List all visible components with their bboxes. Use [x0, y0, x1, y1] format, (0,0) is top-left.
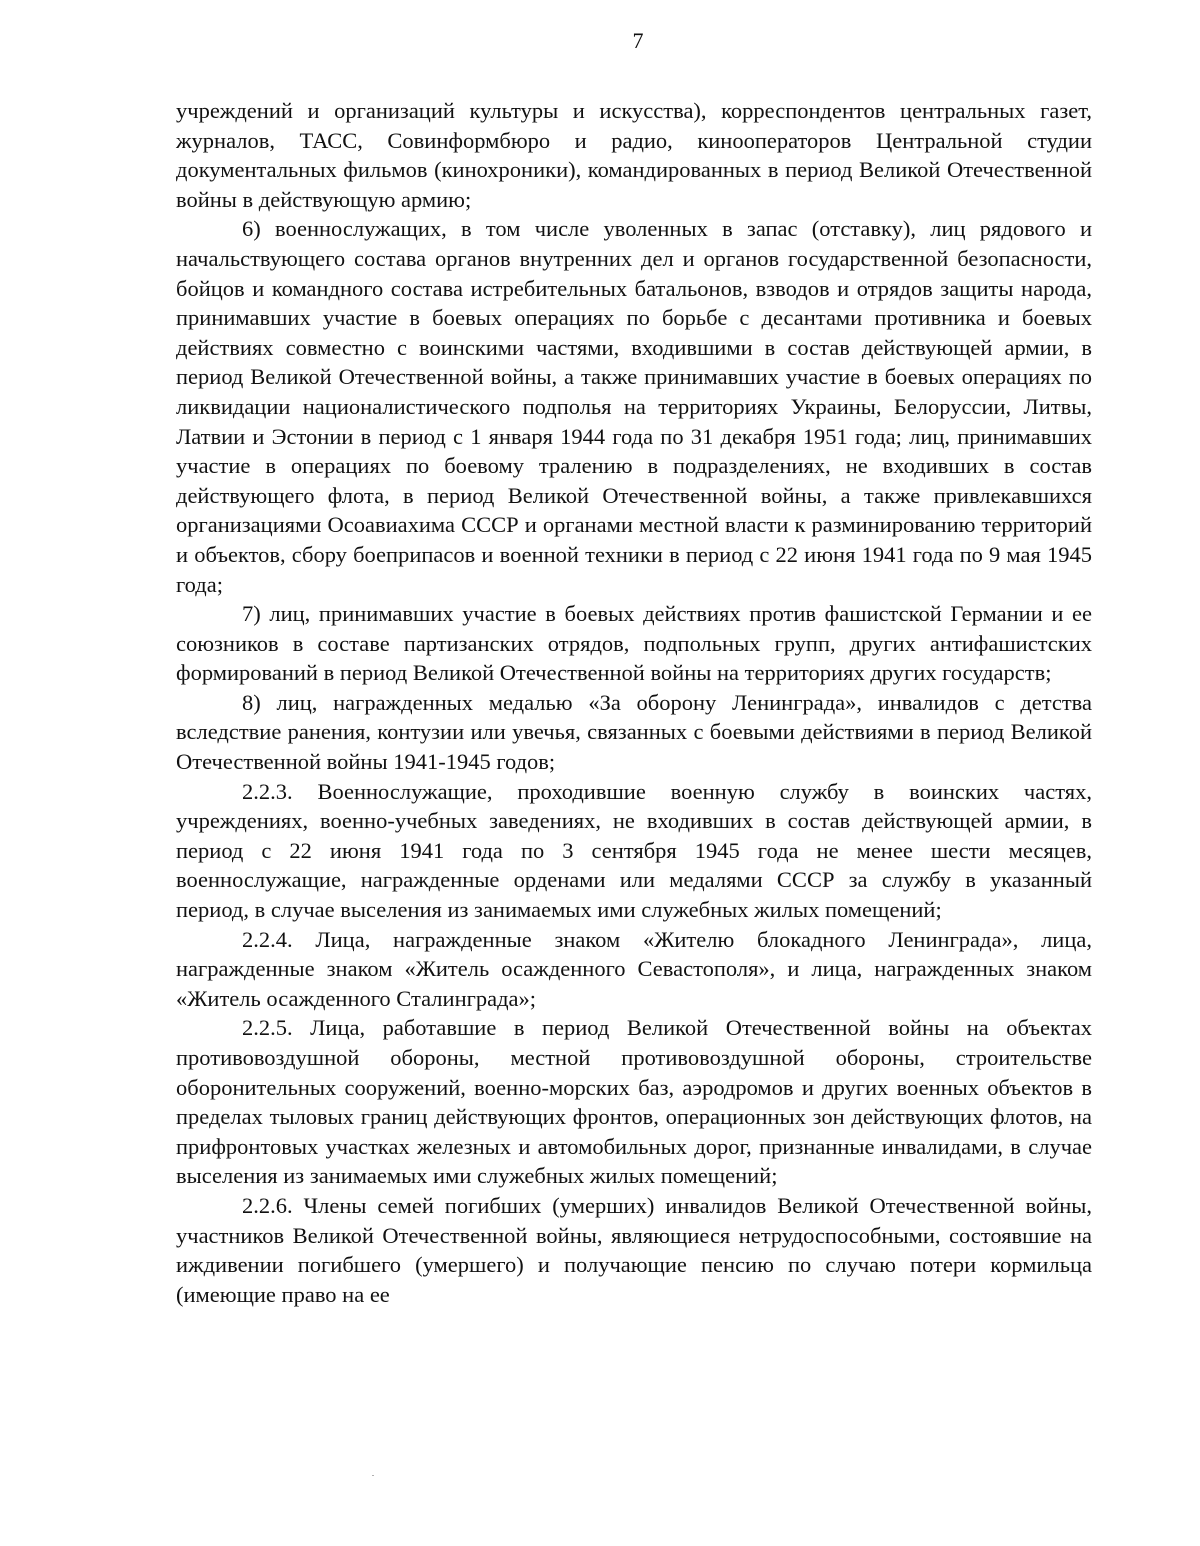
paragraph-2-2-4: 2.2.4. Лица, награжденные знаком «Жителю блокадного Ленинграда», лица, награжденные знаком «Житель осажденного Севастополя», и лица, награжденных знаком «Житель осажденного Сталинграда»; [176, 926, 1092, 1011]
document-body [176, 96, 1092, 1309]
paragraph-2-2-6: 2.2.6. Члены семей погибших (умерших) инвалидов Великой Отечественной войны, участников Великой Отечественной войны, являющиеся нетрудоспособными, состоявшие на иждивении погибшего (умершего) и получающие пенсию по случаю потери кормильца (имеющие право на ее [176, 1192, 1092, 1307]
paragraph-item-8: 8) лиц, награжденных медалью «За оборону Ленинграда», инвалидов с детства вследствие ранения, контузии или увечья, связанных с боевыми действиями в период Великой Отечественной войны 1941-1945 годов; [176, 689, 1092, 775]
paragraph-2-2-5: 2.2.5. Лица, работавшие в период Великой Отечественной войны на объектах противовоздушной обороны, местной противовоздушной обороны, строительстве оборонительных сооружений, военно-морских баз, аэродромов и других военных объектов в пределах тыловых границ действующих фронтов, операционных зон действующих флотов, на прифронтовых участках железных и автомобильных дорог, признанные инвалидами, в случае выселения из занимаемых ими служебных жилых помещений; [176, 1015, 1092, 1189]
paragraph-item-6: 6) военнослужащих, в том числе уволенных в запас (отставку), лиц рядового и начальствующего состава органов внутренних дел и органов государственной безопасности, бойцов и командного состава истребительных батальонов, взводов и отрядов защиты народа, принимавших участие в боевых операциях по борьбе с десантами противника и боевых действиях совместно с воинскими частями, входившими в состав действующей армии, в период Великой Отечественной войны, а также принимавших участие в боевых операциях по ликвидации националистического подполья на территориях Украины, Белоруссии, Литвы, Латвии и Эстонии в период с 1 января 1944 года по 31 декабря 1951 года; лиц, принимавших участие в операциях по боевому тралению в подразделениях, не входивших в состав действующего флота, в период Великой Отечественной войны, а также привлекавшихся организациями Осоавиахима СССР и органами местной власти к разминированию территорий и объектов, сбору боеприпасов и военной техники в период с 22 июня 1941 года по 9 мая 1945 года; [176, 216, 1092, 597]
paragraph-item-7: 7) лиц, принимавших участие в боевых действиях против фашистской Германии и ее союзников в составе партизанских отрядов, подпольных групп, других антифашистских формирований в период Великой Отечественной войны на территориях других государств; [176, 601, 1092, 686]
paragraph-2-2-3: 2.2.3. Военнослужащие, проходившие военную службу в воинских частях, учреждениях, военно-учебных заведениях, не входивших в состав действующей армии, в период с 22 июня 1941 года по 3 сентября 1945 года не менее шести месяцев, военнослужащие, награжденные орденами или медалями СССР за службу в указанный период, в случае выселения из занимаемых ими служебных жилых помещений; [176, 778, 1092, 923]
scan-speck [372, 1475, 374, 1476]
page-number: 7 [632, 28, 644, 53]
paragraph-continuation: учреждений и организаций культуры и искусства), корреспондентов центральных газет, журналов, ТАСС, Совинформбюро и радио, кинооператоров Центральной студии документальных фильмов (кинохроники), командированных в период Великой Отечественной войны в действующую армию; [176, 98, 1092, 212]
